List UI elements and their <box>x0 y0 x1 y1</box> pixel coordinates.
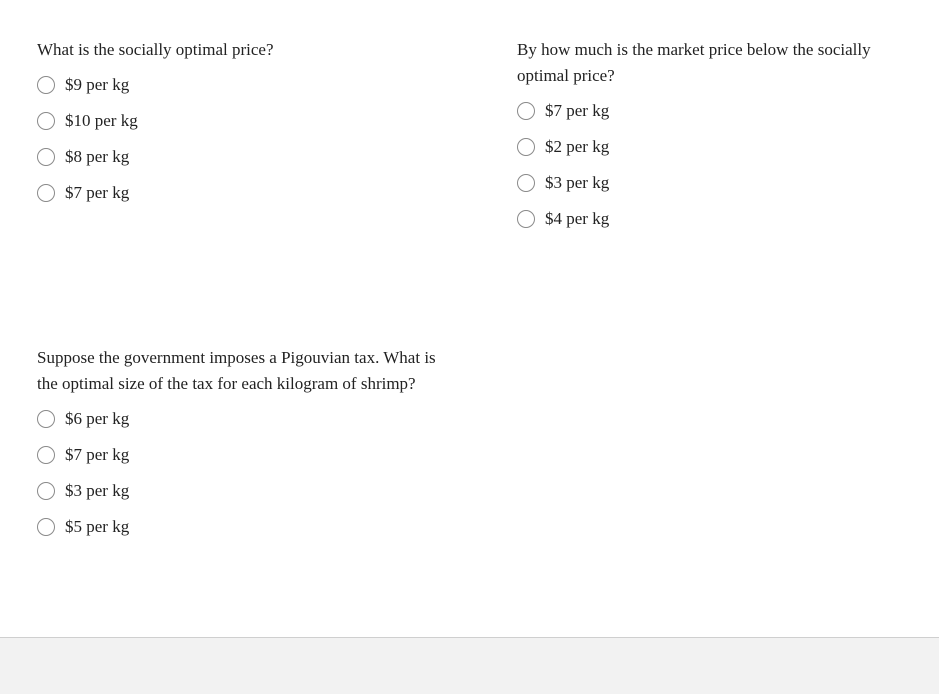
answer-option[interactable] <box>517 165 917 201</box>
answer-label: $5 per kg <box>65 517 130 536</box>
answer-option[interactable] <box>37 473 437 509</box>
answer-option[interactable] <box>37 509 437 545</box>
answer-option[interactable] <box>37 437 437 473</box>
answer-label: $9 per kg <box>65 75 130 94</box>
answer-label: $3 per kg <box>545 173 610 192</box>
question-text: By how much is the market price below the socially optimal price? <box>517 40 871 85</box>
answer-label: $3 per kg <box>65 481 130 500</box>
radio-button[interactable] <box>517 138 535 156</box>
answer-option[interactable] <box>37 67 437 103</box>
radio-button[interactable] <box>37 446 55 464</box>
radio-button[interactable] <box>37 148 55 166</box>
answer-label: $10 per kg <box>65 111 138 130</box>
answer-label: $6 per kg <box>65 409 130 428</box>
answer-label: $8 per kg <box>65 147 130 166</box>
answer-option[interactable] <box>517 129 917 165</box>
radio-button[interactable] <box>37 184 55 202</box>
answer-option[interactable] <box>37 401 437 437</box>
radio-button[interactable] <box>37 76 55 94</box>
question-text: What is the socially optimal price? <box>37 40 274 59</box>
answer-option[interactable] <box>37 103 437 139</box>
answer-option[interactable] <box>37 175 437 211</box>
answer-label: $7 per kg <box>65 445 130 464</box>
question-market-price-gap <box>517 37 917 237</box>
answer-option[interactable] <box>37 139 437 175</box>
answer-option[interactable] <box>517 93 917 129</box>
radio-button[interactable] <box>37 410 55 428</box>
answer-label: $2 per kg <box>545 137 610 156</box>
radio-button[interactable] <box>37 482 55 500</box>
answer-option[interactable] <box>517 201 917 237</box>
answer-label: $7 per kg <box>65 183 130 202</box>
radio-button[interactable] <box>37 112 55 130</box>
answer-options <box>517 93 917 237</box>
answer-label: $4 per kg <box>545 209 610 228</box>
answer-options <box>37 67 437 211</box>
radio-button[interactable] <box>517 102 535 120</box>
footer-bar <box>0 637 939 694</box>
answer-options <box>37 401 437 545</box>
question-pigouvian-tax <box>37 345 437 545</box>
question-socially-optimal-price <box>37 37 437 211</box>
question-text: Suppose the government imposes a Pigouvian tax. What is the optimal size of the tax for each kilogram of shrimp? <box>37 348 436 393</box>
radio-button[interactable] <box>517 210 535 228</box>
answer-label: $7 per kg <box>545 101 610 120</box>
radio-button[interactable] <box>37 518 55 536</box>
radio-button[interactable] <box>517 174 535 192</box>
